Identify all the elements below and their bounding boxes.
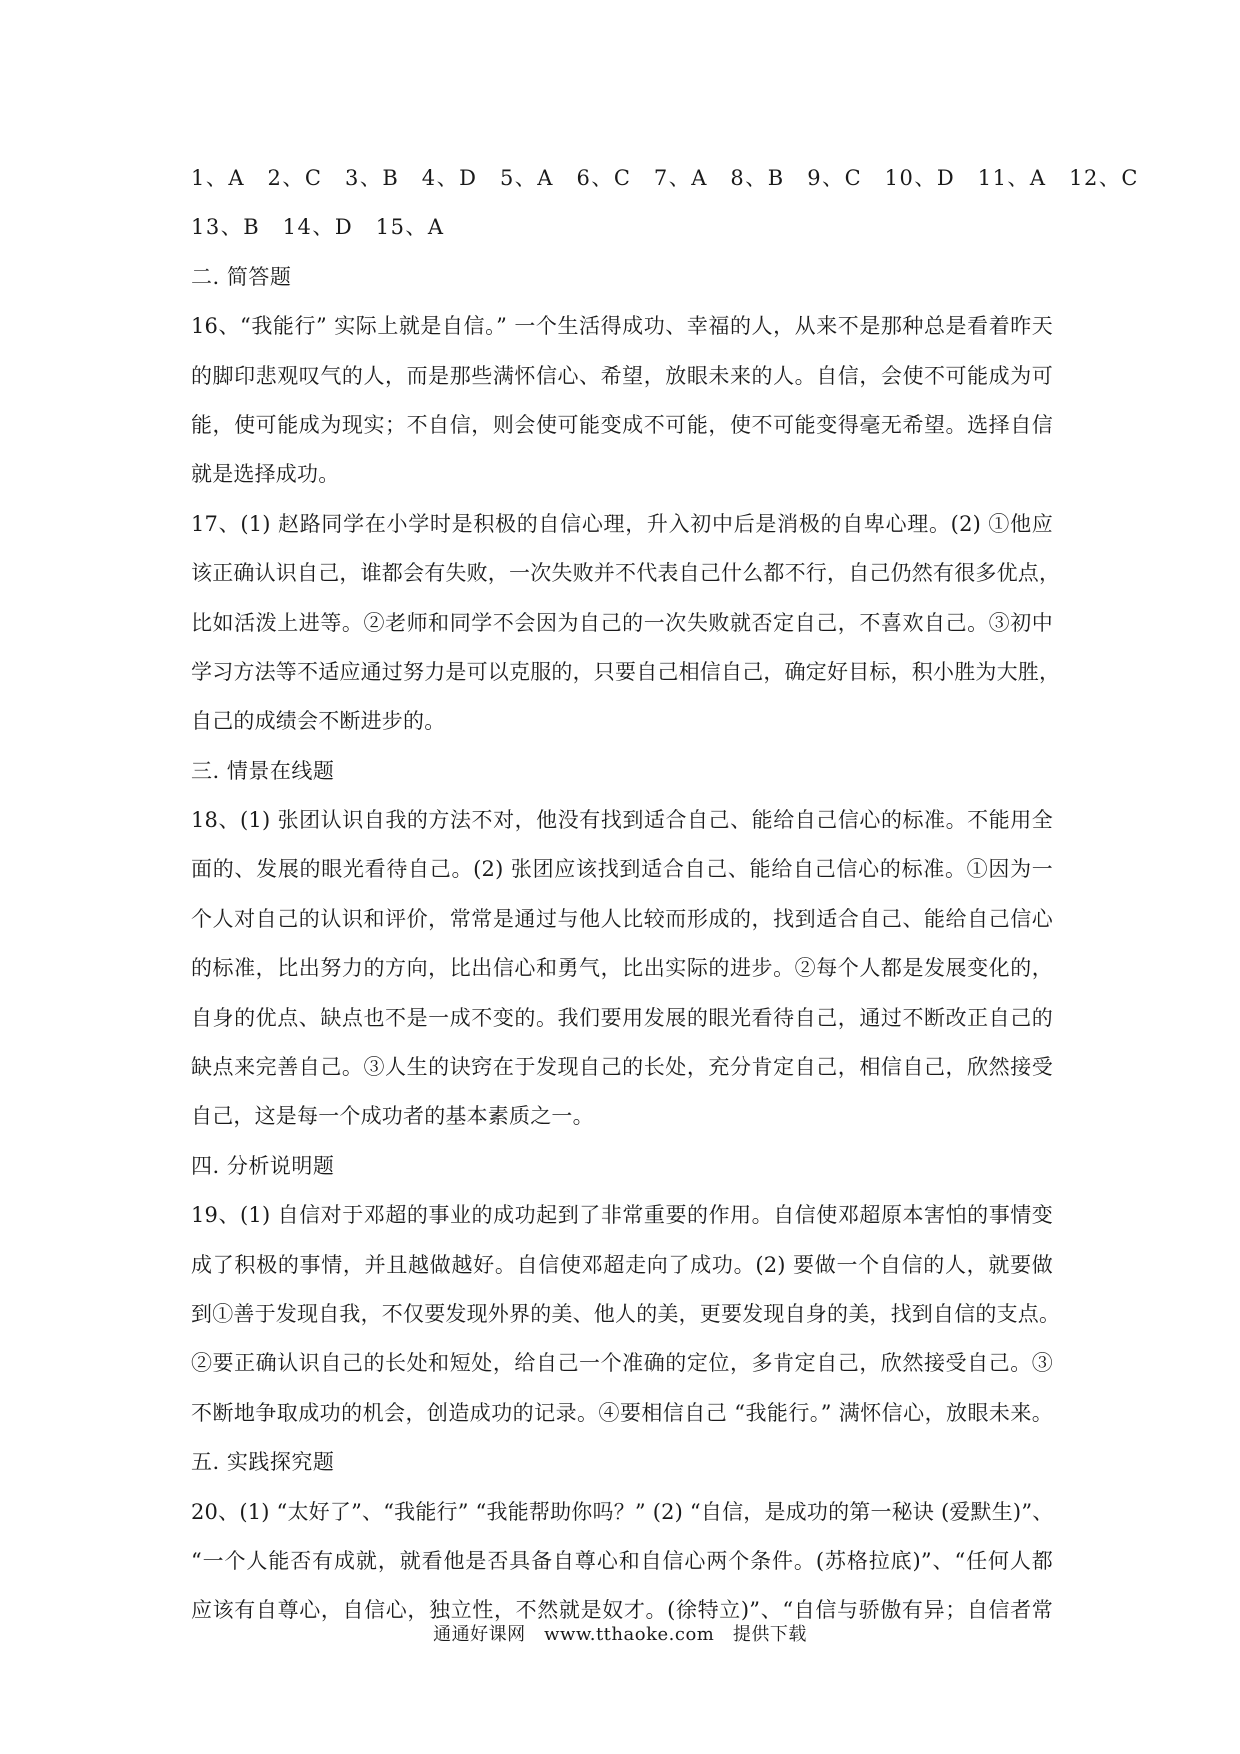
answer-19-line-1: 19、(1) 自信对于邓超的事业的成功起到了非常重要的作用。自信使邓超原本害怕的事情变 bbox=[191, 1203, 1053, 1228]
answer-20-line-1: 20、(1) “太好了”、“我能行” “我能帮助你吗？” (2) “自信，是成功的第一秘诀 (爱默生)”、 bbox=[191, 1499, 1054, 1524]
answer-content bbox=[191, 154, 1139, 1636]
answer-17-line-3: 比如活泼上进等。②老师和同学不会因为自己的一次失败就否定自己，不喜欢自己。③初中 bbox=[191, 610, 1053, 635]
answer-18-line-6: 缺点来完善自己。③人生的诀窍在于发现自己的长处，充分肯定自己，相信自己，欣然接受 bbox=[191, 1055, 1053, 1080]
answer-18-line-7: 自己，这是每一个成功者的基本素质之一。 bbox=[191, 1104, 594, 1129]
answer-19-line-4: ②要正确认识自己的长处和短处，给自己一个准确的定位，多肯定自己，欣然接受自己。③ bbox=[191, 1351, 1053, 1376]
section-heading-practice: 五. 实践探究题 bbox=[191, 1450, 335, 1475]
answer-17-line-1: 17、(1) 赵路同学在小学时是积极的自信心理，升入初中后是消极的自卑心理。(2) ①他应 bbox=[191, 511, 1053, 536]
answer-17-line-2: 该正确认识自己，谁都会有失败，一次失败并不代表自己什么都不行，自己仍然有很多优点， bbox=[191, 561, 1061, 586]
answer-20-line-3: 应该有自尊心，自信心，独立性，不然就是奴才。(徐特立)”、“自信与骄傲有异；自信者常 bbox=[191, 1598, 1053, 1623]
answer-line-choice-2: 13、B 14、D 15、A bbox=[191, 215, 445, 240]
section-heading-analysis: 四. 分析说明题 bbox=[191, 1153, 335, 1178]
answer-16-line-4: 就是选择成功。 bbox=[191, 462, 340, 487]
answer-16-line-2: 的脚印悲观叹气的人，而是那些满怀信心、希望，放眼未来的人。自信，会使不可能成为可 bbox=[191, 363, 1053, 388]
answer-18-line-1: 18、(1) 张团认识自我的方法不对，他没有找到适合自己、能给自己信心的标准。不能用全 bbox=[191, 808, 1053, 833]
section-heading-scenario: 三. 情景在线题 bbox=[191, 758, 335, 783]
answer-18-line-5: 自身的优点、缺点也不是一成不变的。我们要用发展的眼光看待自己，通过不断改正自己的 bbox=[191, 1005, 1053, 1030]
answer-16-line-1: 16、“我能行” 实际上就是自信。” 一个生活得成功、幸福的人，从来不是那种总是看着昨天 bbox=[191, 314, 1053, 339]
answer-19-line-5: 不断地争取成功的机会，创造成功的记录。④要相信自己 “我能行。” 满怀信心，放眼未来。 bbox=[191, 1400, 1053, 1425]
answer-line-choice-1: 1、A 2、C 3、B 4、D 5、A 6、C 7、A 8、B 9、C 10、D 11、A 12、C bbox=[191, 166, 1139, 190]
answer-17-line-5: 自己的成绩会不断进步的。 bbox=[191, 709, 446, 734]
answer-18-line-2: 面的、发展的眼光看待自己。(2) 张团应该找到适合自己、能给自己信心的标准。①因为一 bbox=[191, 857, 1053, 882]
answer-18-line-3: 个人对自己的认识和评价，常常是通过与他人比较而形成的，找到适合自己、能给自己信心 bbox=[191, 906, 1053, 931]
answer-18-line-4: 的标准，比出努力的方向，比出信心和勇气，比出实际的进步。②每个人都是发展变化的， bbox=[191, 956, 1053, 981]
answer-19-line-3: 到①善于发现自我，不仅要发现外界的美、他人的美，更要发现自身的美，找到自信的支点。 bbox=[191, 1301, 1061, 1326]
answer-16-line-3: 能，使可能成为现实；不自信，则会使可能变成不可能，使不可能变得毫无希望。选择自信 bbox=[191, 412, 1053, 437]
answer-19-line-2: 成了积极的事情，并且越做越好。自信使邓超走向了成功。(2) 要做一个自信的人，就要做 bbox=[191, 1252, 1053, 1277]
answer-17-line-4: 学习方法等不适应通过努力是可以克服的，只要自己相信自己，确定好目标，积小胜为大胜， bbox=[191, 659, 1061, 684]
answer-20-line-2: “一个人能否有成就，就看他是否具备自尊心和自信心两个条件。(苏格拉底)”、“任何人都 bbox=[191, 1548, 1053, 1573]
page-footer: 通通好课网 www.tthaoke.com 提供下载 bbox=[433, 1624, 807, 1645]
section-heading-short-answer: 二. 简答题 bbox=[191, 264, 292, 289]
